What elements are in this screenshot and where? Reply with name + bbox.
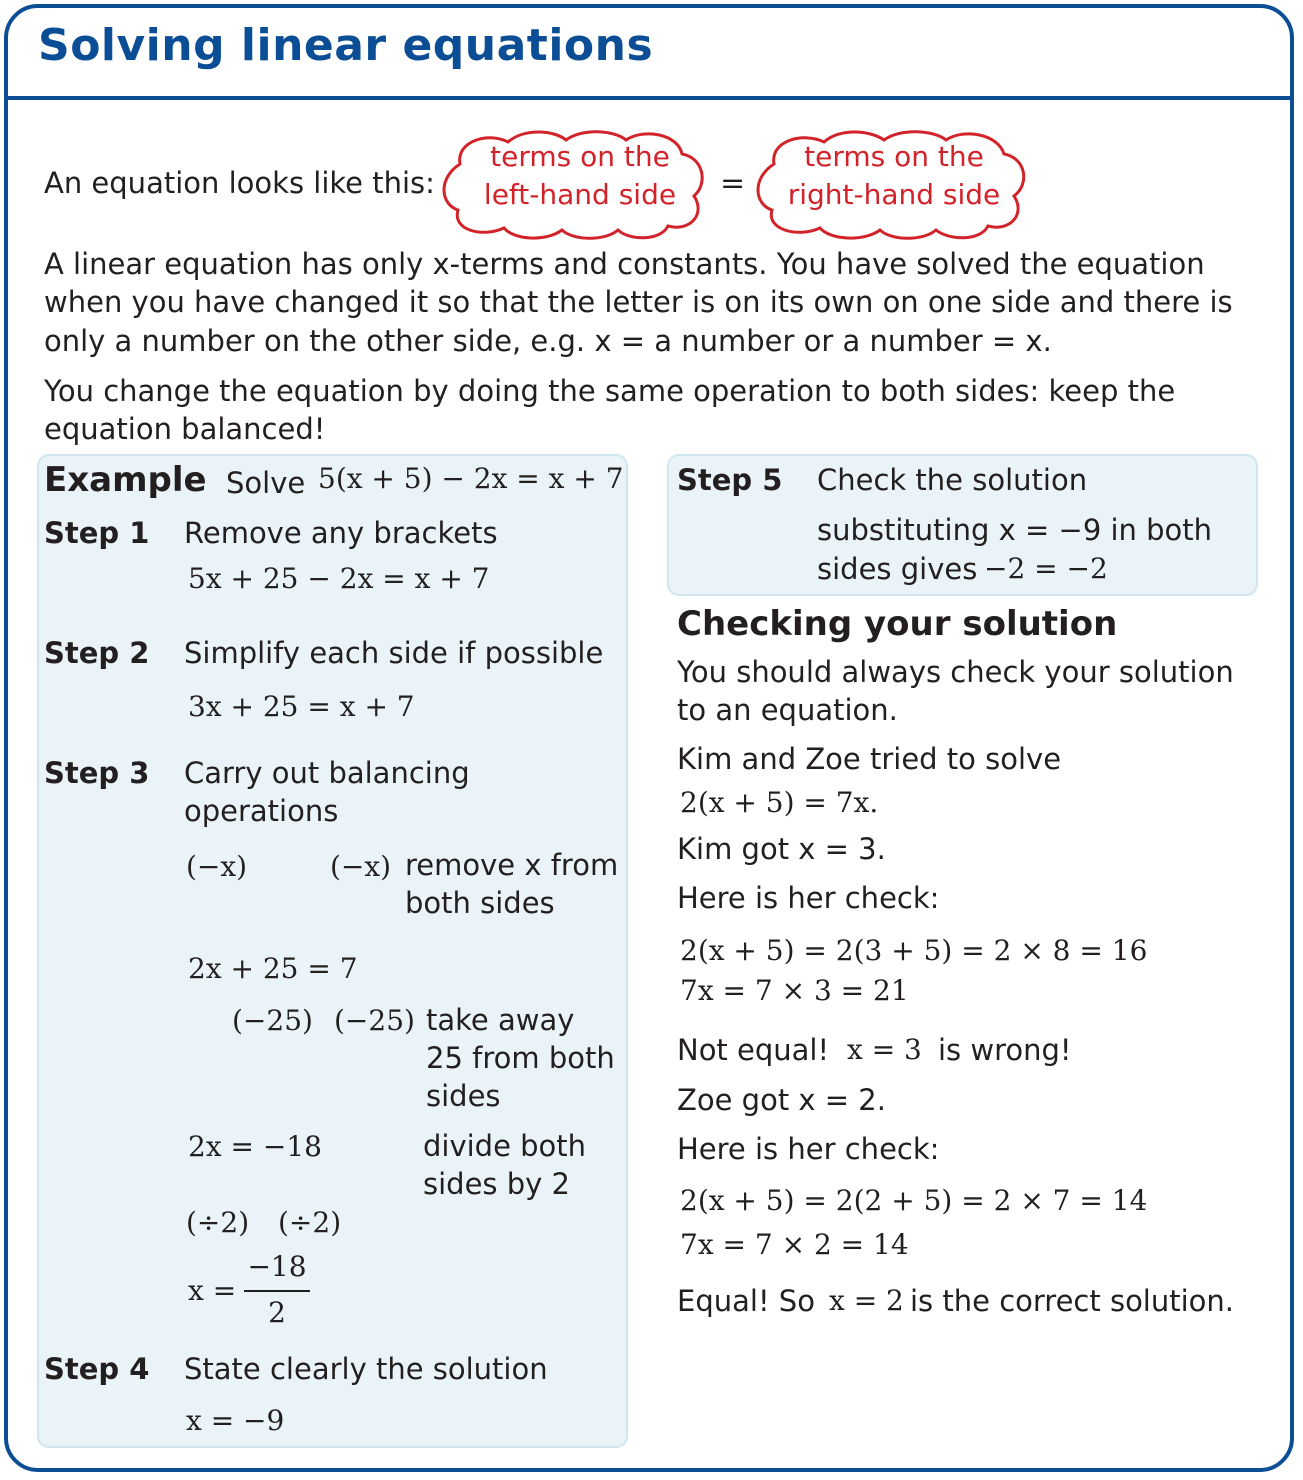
- intro-para1-line-2: when you have changed it so that the letter is on its own on one side and there is: [44, 285, 1233, 319]
- step5-result: −2 = −2: [984, 552, 1108, 585]
- op2-note-line-2: 25 from both: [426, 1041, 615, 1075]
- op2-left: (−25): [232, 1004, 313, 1037]
- op1-note-line-1: remove x from: [405, 848, 619, 882]
- equal-equation: x = 2: [829, 1284, 904, 1317]
- solve-label: Solve: [226, 466, 306, 500]
- step3-label: Step 3: [44, 756, 150, 790]
- zoe-got: Zoe got x = 2.: [677, 1083, 886, 1117]
- op1-right: (−x): [330, 850, 392, 883]
- checking-heading: Checking your solution: [677, 604, 1118, 644]
- equation-label: An equation looks like this:: [44, 166, 435, 200]
- example-box: [37, 454, 628, 1448]
- equal-text: Equal! So: [677, 1284, 815, 1318]
- step4-label: Step 4: [44, 1352, 150, 1386]
- step4-text: State clearly the solution: [184, 1352, 548, 1386]
- solve-equation: 5(x + 5) − 2x = x + 7: [318, 462, 624, 495]
- equal-tail: is the correct solution.: [910, 1284, 1235, 1318]
- right-bubble-line-1: terms on the: [804, 140, 984, 173]
- page-title: Solving linear equations: [38, 20, 654, 71]
- step1-label: Step 1: [44, 516, 150, 550]
- op2-note-line-3: sides: [426, 1079, 501, 1113]
- fraction-denominator: 2: [268, 1296, 286, 1329]
- step1-equation: 5x + 25 − 2x = x + 7: [188, 562, 490, 595]
- step1-text: Remove any brackets: [184, 516, 498, 550]
- step2-label: Step 2: [44, 636, 150, 670]
- kim-check-line-1: 2(x + 5) = 2(3 + 5) = 2 × 8 = 16: [680, 934, 1148, 967]
- problem-equation: 2(x + 5) = 7x.: [680, 786, 879, 819]
- example-heading: Example: [44, 460, 207, 500]
- not-equal-equation: x = 3: [847, 1033, 922, 1066]
- step5-label: Step 5: [677, 463, 783, 497]
- op1-left: (−x): [186, 850, 248, 883]
- kim-check-line-2: 7x = 7 × 3 = 21: [680, 974, 909, 1007]
- step3-equation-2: 2x = −18: [188, 1130, 322, 1163]
- step3-equation-1: 2x + 25 = 7: [188, 952, 358, 985]
- op2-right: (−25): [334, 1004, 415, 1037]
- intro-para2-line-1: You change the equation by doing the same operation to both sides: keep the: [44, 374, 1176, 408]
- intro-para1-line-1: A linear equation has only x-terms and constants. You have solved the equation: [44, 247, 1205, 281]
- step2-text: Simplify each side if possible: [184, 636, 604, 670]
- op3-note-line-2: sides by 2: [423, 1167, 570, 1201]
- equals-sign: =: [720, 166, 746, 201]
- step5-text: Check the solution: [817, 463, 1088, 497]
- zoe-check-line-2: 7x = 7 × 2 = 14: [680, 1228, 909, 1261]
- not-equal-tail: is wrong!: [938, 1033, 1072, 1067]
- op2-note-line-1: take away: [426, 1003, 575, 1037]
- op3-note-line-1: divide both: [423, 1129, 587, 1163]
- zoe-check-line-1: 2(x + 5) = 2(2 + 5) = 2 × 7 = 14: [680, 1184, 1148, 1217]
- right-bubble-line-2: right-hand side: [787, 178, 1001, 211]
- left-bubble-line-1: terms on the: [490, 140, 670, 173]
- kim-got: Kim got x = 3.: [677, 832, 886, 866]
- step5-line-2: sides gives: [817, 552, 978, 586]
- checking-para-line-1: You should always check your solution: [677, 655, 1234, 689]
- kim-check-label: Here is her check:: [677, 881, 940, 915]
- step5-line-1: substituting x = −9 in both: [817, 513, 1213, 547]
- step3-text-line-1: Carry out balancing: [184, 756, 470, 790]
- checking-para-line-2: to an equation.: [677, 693, 898, 727]
- step2-equation: 3x + 25 = x + 7: [188, 690, 415, 723]
- step4-equation: x = −9: [186, 1404, 285, 1437]
- fraction-numerator: −18: [247, 1250, 307, 1283]
- op3-left: (÷2): [186, 1206, 250, 1239]
- fraction-bar: [244, 1290, 310, 1292]
- zoe-check-label: Here is her check:: [677, 1132, 940, 1166]
- op3-right: (÷2): [278, 1206, 342, 1239]
- intro-para2-line-2: equation balanced!: [44, 412, 326, 446]
- kim-zoe-text: Kim and Zoe tried to solve: [677, 742, 1062, 776]
- not-equal-text: Not equal!: [677, 1033, 830, 1067]
- left-bubble-line-2: left-hand side: [483, 178, 677, 211]
- fraction-lhs: x =: [188, 1274, 237, 1307]
- op1-note-line-2: both sides: [405, 886, 555, 920]
- intro-para1-line-3: only a number on the other side, e.g. x = a number or a number = x.: [44, 324, 1052, 358]
- step3-text-line-2: operations: [184, 794, 339, 828]
